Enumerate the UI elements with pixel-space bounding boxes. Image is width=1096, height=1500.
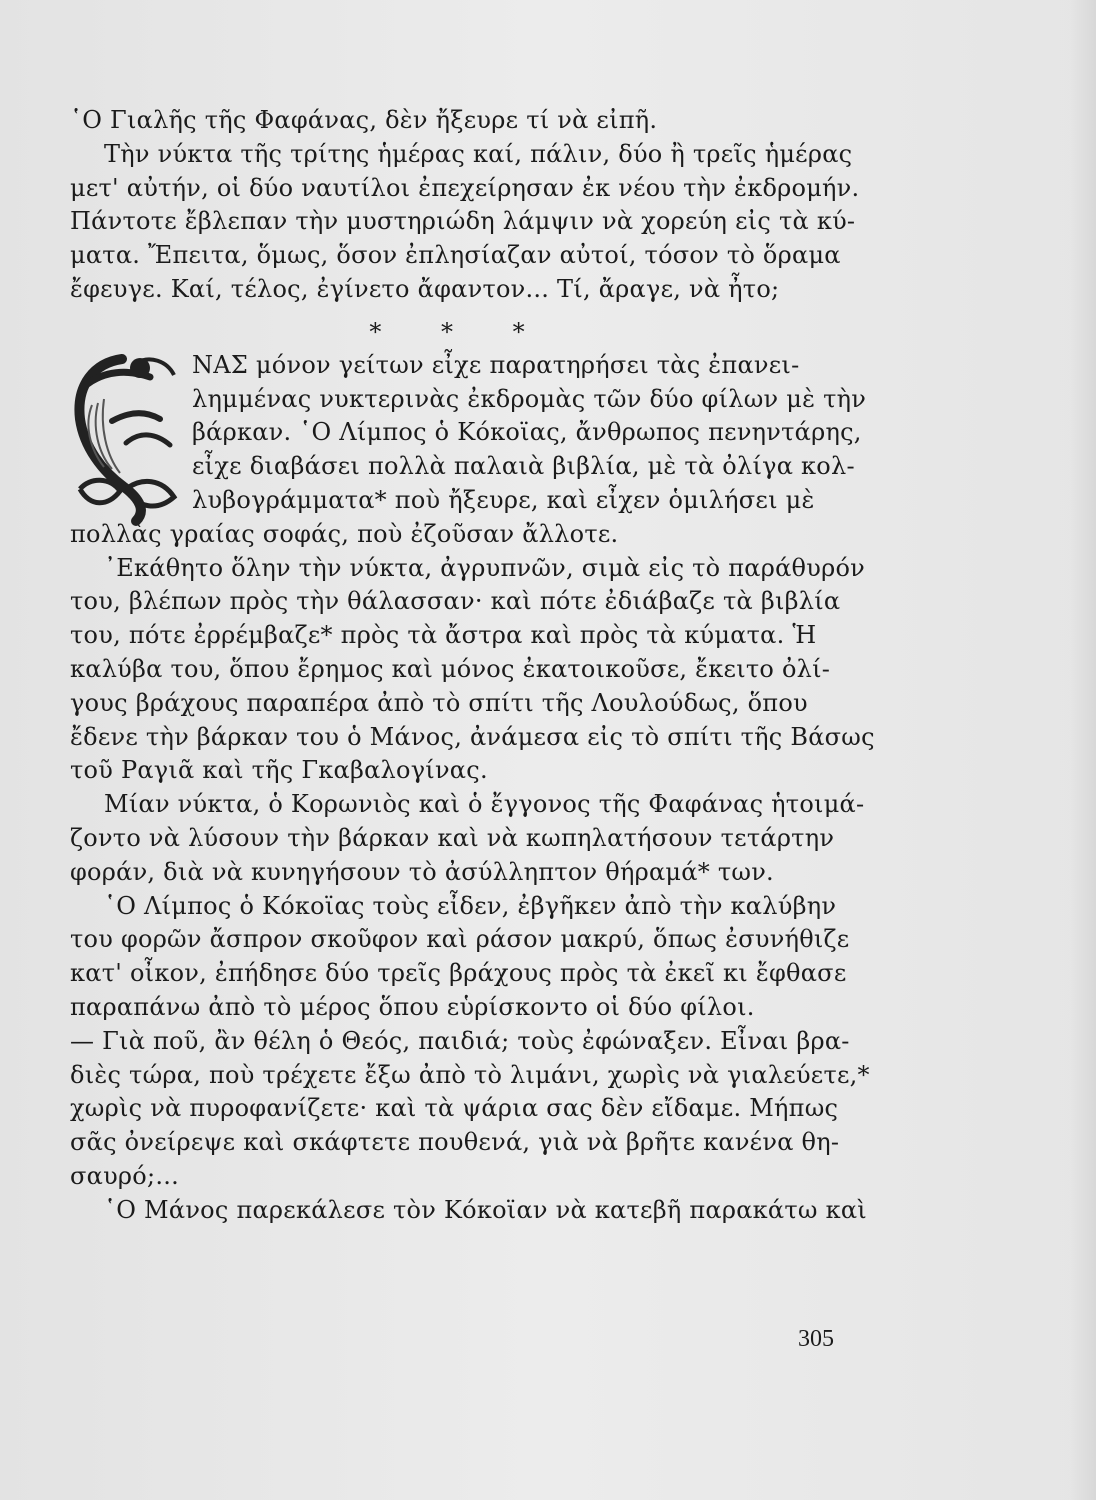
page-number: 305 <box>798 1326 834 1352</box>
drop-cap-lines <box>70 349 867 518</box>
text-line: τοῦ Ραγιᾶ καὶ τῆς Γκαβαλογίνας. <box>70 756 488 785</box>
text-line: ῾Ο Γιαλῆς τῆς Φαφάνας, δὲν ἤξευρε τί νὰ εἰπῆ. <box>70 106 658 134</box>
dialogue-line: διὲς τώρα, ποὺ τρέχετε ἔξω ἀπὸ τὸ λιμάνι, χωρὶς νὰ γιαλεύετε,* <box>70 1060 870 1089</box>
section-divider: * * * <box>369 317 551 346</box>
text-line: ἔδενε τὴν βάρκαν του ὁ Μάνος, ἀνάμεσα εἰς τὸ σπίτι τῆς Βάσως <box>70 722 875 751</box>
decorative-drop-cap-icon <box>64 351 182 527</box>
text-line: ζοντο νὰ λύσουν τὴν βάρκαν καὶ νὰ κωπηλατήσουν τετάρτην <box>70 823 835 852</box>
text-line: παραπάνω ἀπὸ τὸ μέρος ὅπου εὑρίσκοντο οἱ δύο φίλοι. <box>70 992 755 1021</box>
text-line: ᾿Εκάθητο ὅλην τὴν νύκτα, ἀγρυπνῶν, σιμὰ εἰς τὸ παράθυρόν <box>104 553 865 582</box>
text-line: ῾Ο Μάνος παρεκάλεσε τὸν Κόκοϊαν νὰ κατεβῆ παρακάτω καὶ <box>104 1195 867 1224</box>
text-line: Μίαν νύκτα, ὁ Κορωνιὸς καὶ ὁ ἔγγονος τῆς Φαφάνας ἡτοιμά- <box>104 790 865 819</box>
dialogue-line: σᾶς ὀνείρεψε καὶ σκάφτετε πουθενά, γιὰ νὰ βρῆτε κανένα θη- <box>70 1128 840 1157</box>
dialogue-line: σαυρό;... <box>70 1161 179 1190</box>
text-line: Πάντοτε ἔβλεπαν τὴν μυστηριώδη λάμψιν νὰ χορεύη εἰς τὰ κύ- <box>70 207 856 236</box>
text-line: λυβογράμματα* ποὺ ἤξευρε, καὶ εἶχεν ὁμιλήσει μὲ <box>192 485 815 514</box>
text-line: ἔφευγε. Καί, τέλος, ἐγίνετο ἄφαντον... Τί, ἄραγε, νὰ ἦτο; <box>70 274 780 303</box>
text-line: του, πότε ἐρρέμβαζε* πρὸς τὰ ἄστρα καὶ πρὸς τὰ κύματα. Ἡ <box>70 621 817 650</box>
text-line: ΝΑΣ μόνον γείτων εἶχε παρατηρήσει τὰς ἐπανει- <box>192 350 800 379</box>
text-line: κατ' οἶκον, ἐπήδησε δύο τρεῖς βράχους πρὸς τὰ ἐκεῖ κι ἔφθασε <box>70 959 847 988</box>
text-line: λημμένας νυκτερινὰς ἐκδρομὰς τῶν δύο φίλων μὲ τὴν <box>192 384 867 413</box>
drop-cap-paragraph <box>70 349 867 518</box>
text-line: μετ' αὐτήν, οἱ δύο ναυτίλοι ἐπεχείρησαν ἐκ νέου τὴν ἐκδρομήν. <box>70 173 860 202</box>
text-line: του, βλέπων πρὸς τὴν θάλασσαν· καὶ πότε ἐδιάβαζε τὰ βιβλία <box>70 587 841 616</box>
text-line: καλύβα του, ὅπου ἔρημος καὶ μόνος ἐκατοικοῦσε, ἔκειτο ὀλί- <box>70 654 831 683</box>
text-line: Τὴν νύκτα τῆς τρίτης ἡμέρας καί, πάλιν, δύο ἢ τρεῖς ἡμέρας <box>104 139 853 168</box>
dialogue-line: χωρὶς νὰ πυροφανίζετε· καὶ τὰ ψάρια σας δὲν εἴδαμε. Μήπως <box>70 1094 839 1123</box>
dialogue-line: — Γιὰ ποῦ, ἂν θέλη ὁ Θεός, παιδιά; τοὺς ἐφώναξεν. Εἶναι βρα- <box>70 1026 850 1055</box>
main-text-block <box>70 104 875 1228</box>
text-line: πολλὰς γραίας σοφάς, ποὺ ἐζοῦσαν ἄλλοτε. <box>70 519 619 548</box>
text-line: βάρκαν. ῾Ο Λίμπος ὁ Κόκοϊας, ἄνθρωπος πενηντάρης, <box>192 418 862 447</box>
text-line: ματα. Ἔπειτα, ὅμως, ὅσον ἐπλησίαζαν αὐτοί, τόσον τὸ ὅραμα <box>70 241 841 270</box>
page-edge-shadow <box>1070 0 1096 1500</box>
text-line: εἶχε διαβάσει πολλὰ παλαιὰ βιβλία, μὲ τὰ ὀλίγα κολ- <box>192 452 855 481</box>
text-line: φοράν, διὰ νὰ κυνηγήσουν τὸ ἀσύλληπτον θήραμά* των. <box>70 857 774 886</box>
text-line: ῾Ο Λίμπος ὁ Κόκοϊας τοὺς εἶδεν, ἐβγῆκεν ἀπὸ τὴν καλύβην <box>104 891 837 920</box>
text-line: του φορῶν ἄσπρον σκοῦφον καὶ ράσον μακρύ, ὅπως ἐσυνήθιζε <box>70 925 850 954</box>
text-line: γους βράχους παραπέρα ἀπὸ τὸ σπίτι τῆς Λουλούδως, ὅπου <box>70 688 808 717</box>
